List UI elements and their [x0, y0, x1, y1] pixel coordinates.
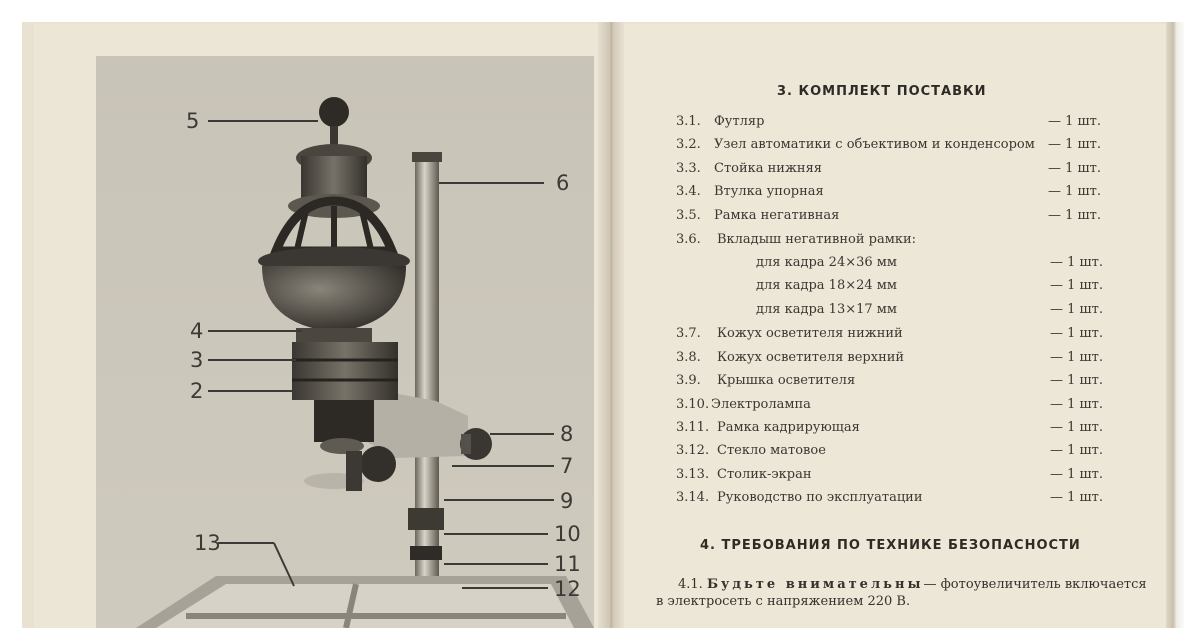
item-qty: — 1 шт. [1050, 467, 1103, 482]
item-qty: — 1 шт. [1048, 161, 1101, 176]
callout-7: 7 [560, 454, 574, 478]
list-item [676, 232, 1116, 254]
enlarger-photo [96, 56, 594, 628]
list-item [676, 350, 1118, 372]
item-text: Стойка нижняя [714, 161, 822, 176]
item-number: 3.1. [676, 114, 701, 129]
paragraph-number: 4.1. [678, 577, 703, 592]
item-qty: — 1 шт. [1048, 137, 1101, 152]
list-item [676, 161, 1116, 183]
callout-8: 8 [560, 422, 574, 446]
section-4-title: 4. ТРЕБОВАНИЯ ПО ТЕХНИКЕ БЕЗОПАСНОСТИ [700, 538, 1081, 553]
item-number: 3.3. [676, 161, 701, 176]
item-qty: — 1 шт. [1050, 326, 1103, 341]
item-number: 3.8. [676, 350, 701, 365]
list-item [676, 373, 1118, 395]
item-qty: — 1 шт. [1050, 373, 1103, 388]
item-qty: — 1 шт. [1050, 255, 1103, 270]
callout-2: 2 [190, 379, 204, 403]
list-item [676, 326, 1118, 348]
list-item [676, 137, 1116, 159]
callout-5: 5 [186, 109, 200, 133]
enlarger-illustration [96, 56, 594, 628]
item-text: Кожух осветителя нижний [717, 326, 903, 341]
item-number: 3.4. [676, 184, 701, 199]
book-gutter [598, 22, 624, 628]
item-qty: — 1 шт. [1050, 302, 1103, 317]
list-item [676, 208, 1116, 230]
item-text: Кожух осветителя верхний [717, 350, 905, 365]
callout-10: 10 [554, 522, 581, 546]
item-qty: — 1 шт. [1050, 278, 1103, 293]
item-qty: — 1 шт. [1050, 420, 1103, 435]
item-text: Руководство по эксплуатации [717, 490, 923, 505]
page-edge [1166, 22, 1184, 628]
item-number: 3.7. [676, 326, 701, 341]
item-number: 3.10. [676, 397, 710, 412]
list-item [676, 467, 1118, 489]
item-qty: — 1 шт. [1048, 184, 1101, 199]
callout-6: 6 [556, 171, 570, 195]
callout-12: 12 [554, 577, 581, 601]
item-qty: — 1 шт. [1050, 443, 1103, 458]
item-qty: — 1 шт. [1050, 350, 1103, 365]
item-qty: — 1 шт. [1050, 397, 1103, 412]
item-number: 3.14. [676, 490, 710, 505]
item-text: для кадра 18×24 мм [756, 278, 898, 293]
list-item [676, 420, 1118, 442]
item-text: для кадра 24×36 мм [756, 255, 898, 270]
item-text: Втулка упорная [714, 184, 824, 199]
item-qty: — 1 шт. [1050, 490, 1103, 505]
item-qty: — 1 шт. [1048, 208, 1101, 223]
callout-13: 13 [194, 531, 221, 555]
item-number: 3.2. [676, 137, 701, 152]
item-number: 3.6. [676, 232, 701, 247]
item-number: 3.13. [676, 467, 710, 482]
item-text: Электролампа [711, 397, 811, 412]
list-item [676, 255, 1118, 277]
item-number: 3.12. [676, 443, 710, 458]
list-item [676, 114, 1116, 136]
callout-11: 11 [554, 552, 581, 576]
list-item [676, 443, 1118, 465]
item-text: Стекло матовое [717, 443, 826, 458]
scanned-spread [22, 22, 1184, 628]
list-item [676, 278, 1118, 300]
list-item [676, 397, 1118, 419]
list-item [676, 184, 1116, 206]
item-text: для кадра 13×17 мм [756, 302, 898, 317]
list-item [676, 490, 1118, 512]
item-number: 3.5. [676, 208, 701, 223]
item-text: Узел автоматики с объективом и конденсором [714, 137, 1035, 152]
safety-paragraph-line1 [678, 577, 1147, 592]
callout-4: 4 [190, 319, 204, 343]
section-3-title: 3. КОМПЛЕКТ ПОСТАВКИ [777, 84, 987, 99]
item-text: Футляр [714, 114, 765, 129]
paragraph-text: — фотоувеличитель включается [923, 577, 1147, 592]
safety-paragraph-line2: в электросеть с напряжением 220 В. [656, 594, 911, 609]
item-text: Столик-экран [717, 467, 812, 482]
item-qty: — 1 шт. [1048, 114, 1101, 129]
callout-9: 9 [560, 489, 574, 513]
item-text: Рамка негативная [714, 208, 840, 223]
callout-3: 3 [190, 348, 204, 372]
list-item [676, 302, 1118, 324]
item-number: 3.9. [676, 373, 701, 388]
item-number: 3.11. [676, 420, 710, 435]
item-text: Крышка осветителя [717, 373, 856, 388]
emphasis-text: Будьте внимательны [706, 577, 924, 592]
item-text: Рамка кадрирующая [717, 420, 860, 435]
item-text: Вкладыш негативной рамки: [717, 232, 916, 247]
